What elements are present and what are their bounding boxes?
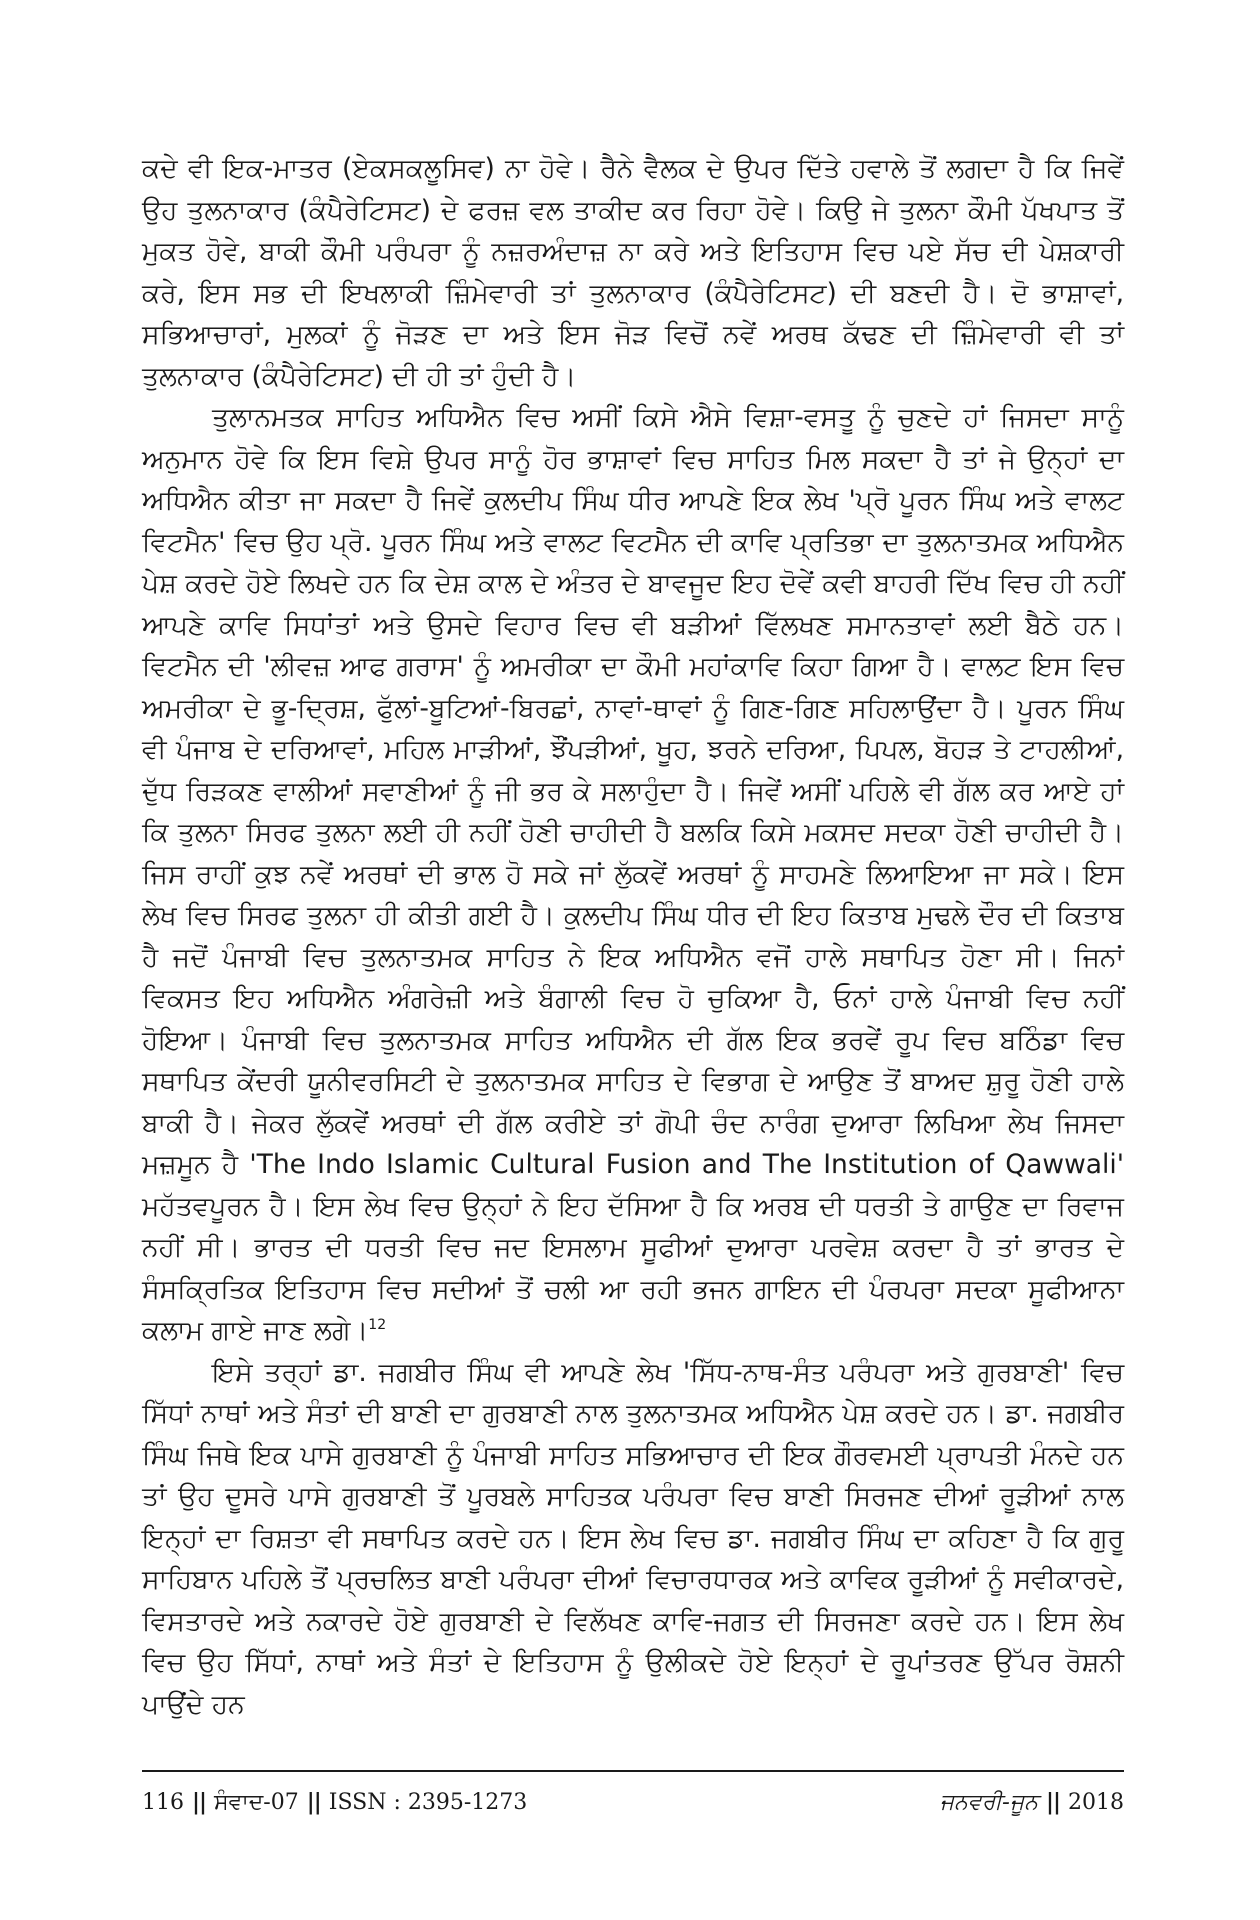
footer-separator: || (306, 1789, 321, 1815)
footer-left (142, 1789, 527, 1815)
page-footer (142, 1782, 1124, 1822)
paragraph-3: ਇਸੇ ਤਰ੍ਹਾਂ ਡਾ. ਜਗਬੀਰ ਸਿੰਘ ਵੀ ਆਪਣੇ ਲੇਖ 'ਸਿੱਧ-ਨਾਥ-ਸੰਤ ਪਰੰਪਰਾ ਅਤੇ ਗੁਰਬਾਣੀ' ਵਿਚ ਸਿੱਧਾਂ ਨਾਥਾਂ ਅਤੇ ਸੰਤਾਂ ਦੀ ਬਾਣੀ ਦਾ ਗੁਰਬਾਣੀ ਨਾਲ ਤੁਲਨਾਤਮਕ ਅਧਿਐਨ ਪੇਸ਼ ਕਰਦੇ ਹਨ। ਡਾ. ਜਗਬੀਰ ਸਿੰਘ ਜਿਥੇ ਇਕ ਪਾਸੇ ਗੁਰਬਾਣੀ ਨੂੰ ਪੰਜਾਬੀ ਸਾਹਿਤ ਸਭਿਆਚਾਰ ਦੀ ਇਕ ਗੌਰਵਮਈ ਪ੍ਰਾਪਤੀ ਮੰਨਦੇ ਹਨ ਤਾਂ ਉਹ ਦੂਸਰੇ ਪਾਸੇ ਗੁਰਬਾਣੀ ਤੋਂ ਪੂਰਬਲੇ ਸਾਹਿਤਕ ਪਰੰਪਰਾ ਵਿਚ ਬਾਣੀ ਸਿਰਜਣ ਦੀਆਂ ਰੂੜੀਆਂ ਨਾਲ ਇਨ੍ਹਾਂ ਦਾ ਰਿਸ਼ਤਾ ਵੀ ਸਥਾਪਿਤ ਕਰਦੇ ਹਨ। ਇਸ ਲੇਖ ਵਿਚ ਡਾ. ਜਗਬੀਰ ਸਿੰਘ ਦਾ ਕਹਿਣਾ ਹੈ ਕਿ ਗੁਰੂ ਸਾਹਿਬਾਨ ਪਹਿਲੇ ਤੋਂ ਪ੍ਰਚਲਿਤ ਬਾਣੀ ਪਰੰਪਰਾ ਦੀਆਂ ਵਿਚਾਰਧਾਰਕ ਅਤੇ ਕਾਵਿਕ ਰੂੜੀਆਂ ਨੂੰ ਸਵੀਕਾਰਦੇ, ਵਿਸਤਾਰਦੇ ਅਤੇ ਨਕਾਰਦੇ ਹੋਏ ਗੁਰਬਾਣੀ ਦੇ ਵਿਲੱਖਣ ਕਾਵਿ-ਜਗਤ ਦੀ ਸਿਰਜਣਾ ਕਰਦੇ ਹਨ। ਇਸ ਲੇਖ ਵਿਚ ਉਹ ਸਿੱਧਾਂ, ਨਾਥਾਂ ਅਤੇ ਸੰਤਾਂ ਦੇ ਇਤਿਹਾਸ ਨੂੰ ਉਲੀਕਦੇ ਹੋਏ ਇਨ੍ਹਾਂ ਦੇ ਰੂਪਾਂਤਰਣ ਉੱਪਰ ਰੋਸ਼ਨੀ ਪਾਉਂਦੇ ਹਨ (142, 1356, 1124, 1720)
footer-divider (142, 1770, 1124, 1772)
journal-name: ਸੰਵਾਦ-07 (214, 1789, 299, 1815)
issue-period: ਜਨਵਰੀ-ਜੂਨ (939, 1789, 1038, 1815)
issn-number: ISSN : 2395-1273 (328, 1789, 528, 1815)
page-number: 116 (142, 1789, 184, 1815)
paragraph-2 (142, 397, 1124, 1352)
body-text (142, 148, 1124, 1725)
footer-right (940, 1789, 1124, 1815)
paragraph-2-text: ਤੁਲਾਨਮਤਕ ਸਾਹਿਤ ਅਧਿਐਨ ਵਿਚ ਅਸੀਂ ਕਿਸੇ ਐਸੇ ਵਿਸ਼ਾ-ਵਸਤੂ ਨੂੰ ਚੁਣਦੇ ਹਾਂ ਜਿਸਦਾ ਸਾਨੂੰ ਅਨੁਮਾਨ ਹੋਵੇ ਕਿ ਇਸ ਵਿਸ਼ੇ ਉਪਰ ਸਾਨੂੰ ਹੋਰ ਭਾਸ਼ਾਵਾਂ ਵਿਚ ਸਾਹਿਤ ਮਿਲ ਸਕਦਾ ਹੈ ਤਾਂ ਜੇ ਉਨ੍ਹਾਂ ਦਾ ਅਧਿਐਨ ਕੀਤਾ ਜਾ ਸਕਦਾ ਹੈ ਜਿਵੇਂ ਕੁਲਦੀਪ ਸਿੰਘ ਧੀਰ ਆਪਣੇ ਇਕ ਲੇਖ 'ਪ੍ਰੋ ਪੂਰਨ ਸਿੰਘ ਅਤੇ ਵਾਲਟ ਵਿਟਮੈਨ' ਵਿਚ ਉਹ ਪ੍ਰੋ. ਪੂਰਨ ਸਿੰਘ ਅਤੇ ਵਾਲਟ ਵਿਟਮੈਨ ਦੀ ਕਾਵਿ ਪ੍ਰਤਿਭਾ ਦਾ ਤੁਲਨਾਤਮਕ ਅਧਿਐਨ ਪੇਸ਼ ਕਰਦੇ ਹੋਏ ਲਿਖਦੇ ਹਨ ਕਿ ਦੇਸ਼ ਕਾਲ ਦੇ ਅੰਤਰ ਦੇ ਬਾਵਜੂਦ ਇਹ ਦੋਵੇਂ ਕਵੀ ਬਾਹਰੀ ਦਿੱਖ ਵਿਚ ਹੀ ਨਹੀਂ ਆਪਣੇ ਕਾਵਿ ਸਿਧਾਂਤਾਂ ਅਤੇ ਉਸਦੇ ਵਿਹਾਰ ਵਿਚ ਵੀ ਬੜੀਆਂ ਵਿੱਲਖਣ ਸਮਾਨਤਾਵਾਂ ਲਈ ਬੈਠੇ ਹਨ। ਵਿਟਮੈਨ ਦੀ 'ਲੀਵਜ਼ ਆਫ ਗਰਾਸ' ਨੂੰ ਅਮਰੀਕਾ ਦਾ ਕੌਮੀ ਮਹਾਂਕਾਵਿ ਕਿਹਾ ਗਿਆ ਹੈ। ਵਾਲਟ ਇਸ ਵਿਚ ਅਮਰੀਕਾ ਦੇ ਭੂ-ਦ੍ਰਿਸ਼, ਫੁੱਲਾਂ-ਬੂਟਿਆਂ-ਬਿਰਛਾਂ, ਨਾਵਾਂ-ਥਾਵਾਂ ਨੂੰ ਗਿਣ-ਗਿਣ ਸਹਿਲਾਉਂਦਾ ਹੈ। ਪੂਰਨ ਸਿੰਘ ਵੀ ਪੰਜਾਬ ਦੇ ਦਰਿਆਵਾਂ, ਮਹਿਲ ਮਾੜੀਆਂ, ਝੌਂਪੜੀਆਂ, ਖੂਹ, ਝਰਨੇ ਦਰਿਆ, ਪਿਪਲ, ਬੋਹੜ ਤੇ ਟਾਹਲੀਆਂ, ਦੁੱਧ ਰਿੜਕਣ ਵਾਲੀਆਂ ਸਵਾਣੀਆਂ ਨੂੰ ਜੀ ਭਰ ਕੇ ਸਲਾਹੁੰਦਾ ਹੈ। ਜਿਵੇਂ ਅਸੀਂ ਪਹਿਲੇ ਵੀ ਗੱਲ ਕਰ ਆਏ ਹਾਂ ਕਿ ਤੁਲਨਾ ਸਿਰਫ ਤੁਲਨਾ ਲਈ ਹੀ ਨਹੀਂ ਹੋਣੀ ਚਾਹੀਦੀ ਹੈ ਬਲਕਿ ਕਿਸੇ ਮਕਸਦ ਸਦਕਾ ਹੋਣੀ ਚਾਹੀਦੀ ਹੈ। ਜਿਸ ਰਾਹੀਂ ਕੁਝ ਨਵੇਂ ਅਰਥਾਂ ਦੀ ਭਾਲ ਹੋ ਸਕੇ ਜਾਂ ਲੁੱਕਵੇਂ ਅਰਥਾਂ ਨੂੰ ਸਾਹਮਣੇ ਲਿਆਇਆ ਜਾ ਸਕੇ। ਇਸ ਲੇਖ ਵਿਚ ਸਿਰਫ ਤੁਲਨਾ ਹੀ ਕੀਤੀ ਗਈ ਹੈ। ਕੁਲਦੀਪ ਸਿੰਘ ਧੀਰ ਦੀ ਇਹ ਕਿਤਾਬ ਮੁਢਲੇ ਦੌਰ ਦੀ ਕਿਤਾਬ ਹੈ ਜਦੋਂ ਪੰਜਾਬੀ ਵਿਚ ਤੁਲਨਾਤਮਕ ਸਾਹਿਤ ਨੇ ਇਕ ਅਧਿਐਨ ਵਜੋਂ ਹਾਲੇ ਸਥਾਪਿਤ ਹੋਣਾ ਸੀ। ਜਿਨਾਂ ਵਿਕਸਤ ਇਹ ਅਧਿਐਨ ਅੰਗਰੇਜ਼ੀ ਅਤੇ ਬੰਗਾਲੀ ਵਿਚ ਹੋ ਚੁਕਿਆ ਹੈ, ਓਨਾਂ ਹਾਲੇ ਪੰਜਾਬੀ ਵਿਚ ਨਹੀਂ ਹੋਇਆ। ਪੰਜਾਬੀ ਵਿਚ ਤੁਲਨਾਤਮਕ ਸਾਹਿਤ ਅਧਿਐਨ ਦੀ ਗੱਲ ਇਕ ਭਰਵੇਂ ਰੂਪ ਵਿਚ ਬਠਿੰਡਾ ਵਿਚ ਸਥਾਪਿਤ ਕੇਂਦਰੀ ਯੂਨੀਵਰਸਿਟੀ ਦੇ ਤੁਲਨਾਤਮਕ ਸਾਹਿਤ ਦੇ ਵਿਭਾਗ ਦੇ ਆਉਣ ਤੋਂ ਬਾਅਦ ਸ਼ੁਰੂ ਹੋਣੀ ਹਾਲੇ ਬਾਕੀ ਹੈ। ਜੇਕਰ ਲੁੱਕਵੇਂ ਅਰਥਾਂ ਦੀ ਗੱਲ ਕਰੀਏ ਤਾਂ ਗੋਪੀ ਚੰਦ ਨਾਰੰਗ ਦੁਆਰਾ ਲਿਖਿਆ ਲੇਖ ਜਿਸਦਾ ਮਜ਼ਮੂਨ ਹੈ 'The Indo Islamic Cultural Fusion and The Institution of Qawwali' ਮਹੱਤਵਪੂਰਨ ਹੈ। ਇਸ ਲੇਖ ਵਿਚ ਉਨ੍ਹਾਂ ਨੇ ਇਹ ਦੱਸਿਆ ਹੈ ਕਿ ਅਰਬ ਦੀ ਧਰਤੀ ਤੇ ਗਾਉਣ ਦਾ ਰਿਵਾਜ ਨਹੀਂ ਸੀ। ਭਾਰਤ ਦੀ ਧਰਤੀ ਵਿਚ ਜਦ ਇਸਲਾਮ ਸੂਫੀਆਂ ਦੁਆਰਾ ਪਰਵੇਸ਼ ਕਰਦਾ ਹੈ ਤਾਂ ਭਾਰਤ ਦੇ ਸੰਸਕ੍ਰਿਤਿਕ ਇਤਿਹਾਸ ਵਿਚ ਸਦੀਆਂ ਤੋਂ ਚਲੀ ਆ ਰਹੀ ਭਜਨ ਗਾਇਨ ਦੀ ਪੰਰਪਰਾ ਸਦਕਾ ਸੂਫੀਆਨਾ ਕਲਾਮ ਗਾਏ ਜਾਣ ਲਗੇ। (142, 402, 1124, 1346)
footer-separator: || (192, 1789, 207, 1815)
footnote-reference[interactable]: 12 (368, 1317, 387, 1334)
footer-separator: || (1045, 1789, 1060, 1815)
paragraph-1: ਕਦੇ ਵੀ ਇਕ-ਮਾਤਰ (ਏਕਸਕਲੂਸਿਵ) ਨਾ ਹੋਵੇ। ਰੈਨੇ ਵੈਲਕ ਦੇ ਉਪਰ ਦਿੱਤੇ ਹਵਾਲੇ ਤੋਂ ਲਗਦਾ ਹੈ ਕਿ ਜਿਵੇਂ ਉਹ ਤੁਲਨਾਕਾਰ (ਕੰਪੈਰੇਟਿਸਟ) ਦੇ ਫਰਜ਼ ਵਲ ਤਾਕੀਦ ਕਰ ਰਿਹਾ ਹੋਵੇ। ਕਿਉ ਜੇ ਤੁਲਨਾ ਕੌਮੀ ਪੱਖਪਾਤ ਤੋਂ ਮੁਕਤ ਹੋਵੇ, ਬਾਕੀ ਕੌਮੀ ਪਰੰਪਰਾ ਨੂੰ ਨਜ਼ਰਅੰਦਾਜ਼ ਨਾ ਕਰੇ ਅਤੇ ਇਤਿਹਾਸ ਵਿਚ ਪਏ ਸੱਚ ਦੀ ਪੇਸ਼ਕਾਰੀ ਕਰੇ, ਇਸ ਸਭ ਦੀ ਇਖਲਾਕੀ ਜ਼ਿੰਮੇਵਾਰੀ ਤਾਂ ਤੁਲਨਾਕਾਰ (ਕੰਪੈਰੇਟਿਸਟ) ਦੀ ਬਣਦੀ ਹੈ। ਦੋ ਭਾਸ਼ਾਵਾਂ, ਸਭਿਆਚਾਰਾਂ, ਮੁਲਕਾਂ ਨੂੰ ਜੋੜਣ ਦਾ ਅਤੇ ਇਸ ਜੋੜ ਵਿਚੋਂ ਨਵੇਂ ਅਰਥ ਕੱਢਣ ਦੀ ਜ਼ਿੰਮੇਵਾਰੀ ਵੀ ਤਾਂ ਤੁਲਨਾਕਾਰ (ਕੰਪੈਰੇਟਿਸਟ) ਦੀ ਹੀ ਤਾਂ ਹੁੰਦੀ ਹੈ। (142, 153, 1124, 392)
issue-year: 2018 (1068, 1789, 1124, 1815)
